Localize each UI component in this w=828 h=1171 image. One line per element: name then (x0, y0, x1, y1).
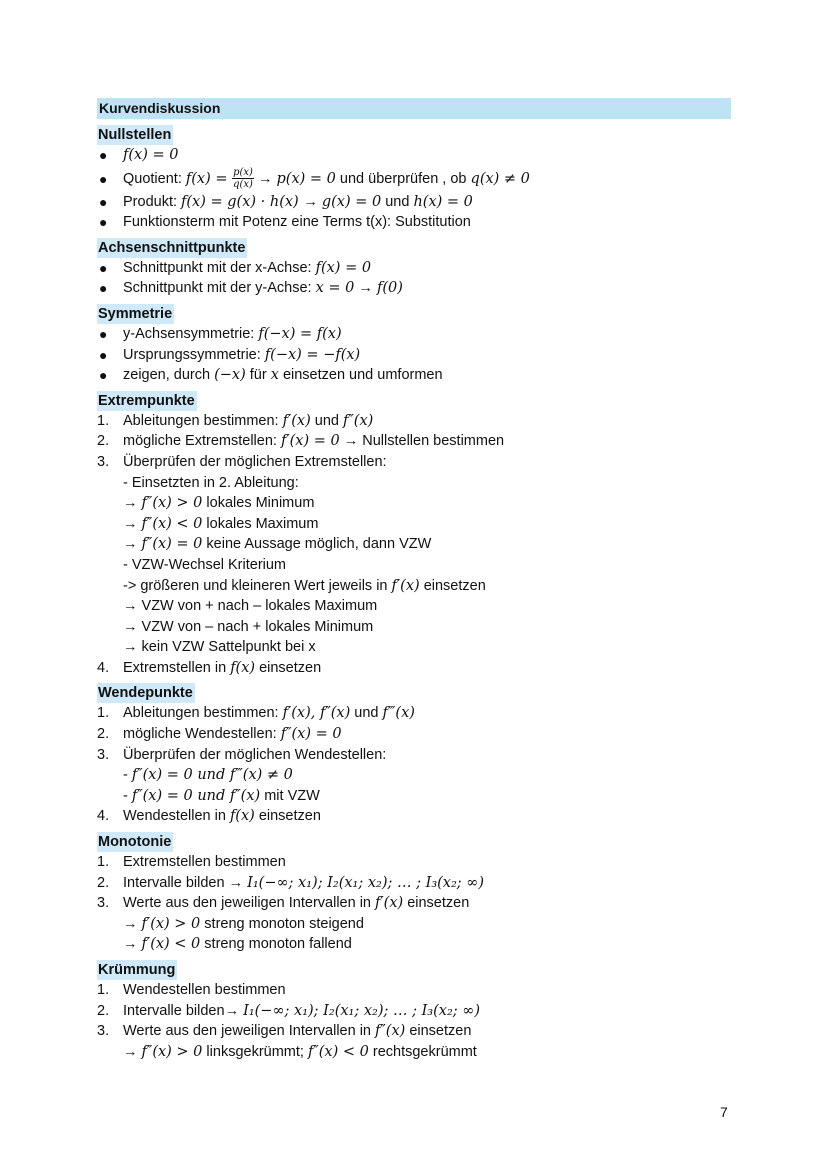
list-item: 4. Extremstellen in f(x) einsetzen (97, 659, 322, 676)
list-item: 3. Werte aus den jeweiligen Intervallen in f′(x) einsetzen (97, 895, 470, 912)
list-item: ● zeigen, durch (−x) für x einsetzen und umformen (97, 365, 731, 386)
list-item: ● Schnittpunkt mit der y-Achse: x = 0 → f(0) (97, 278, 731, 299)
list-item: ● f(x) = 0 (97, 145, 731, 166)
list-item: 2. Intervalle bilden→ I₁(−∞; x₁); I₂(x₁; x₂); … ; I₃(x₂; ∞) (97, 1002, 481, 1019)
list-item: 4. Wendestellen in f(x) einsetzen (97, 808, 321, 825)
sub-item: → f″(x) = 0 keine Aussage möglich, dann VZW (123, 536, 432, 553)
bullet-icon: ● (99, 147, 108, 163)
bullet-icon: ● (99, 367, 108, 384)
sub-item: → VZW von – nach + lokales Minimum (123, 618, 374, 635)
list-item: ● Produkt: f(x) = g(x) · h(x) → g(x) = 0 und h(x) = 0 (97, 192, 731, 213)
list-item: 1. Ableitungen bestimmen: f′(x), f″(x) und f‴(x) (97, 705, 415, 722)
sub-item: → kein VZW Sattelpunkt bei x (123, 639, 316, 656)
page-number: 7 (720, 1104, 728, 1120)
list-item: 3. Überprüfen der möglichen Extremstellen: (97, 453, 387, 470)
sub-item: - Einsetzten in 2. Ableitung: (123, 474, 299, 491)
bullet-icon: ● (99, 346, 108, 363)
list-item: ● y-Achsensymmetrie: f(−x) = f(x) (97, 324, 731, 345)
sub-item: - f″(x) = 0 und f‴(x) ≠ 0 (123, 767, 293, 784)
list-item: 1. Wendestellen bestimmen (97, 982, 286, 998)
sub-item: → f″(x) > 0 linksgekrümmt; f″(x) < 0 rechtsgekrümmt (123, 1043, 477, 1060)
section-heading: Krümmung (98, 962, 176, 978)
sub-item: - f″(x) = 0 und f″(x) mit VZW (123, 787, 320, 804)
sub-item: → f′(x) < 0 streng monoton fallend (123, 936, 352, 953)
list-item: ● Quotient: f(x) = $\frac{p(x)}{q(x)}$ → p(x) = 0 und überprüfen , ob q(x) ≠ 0 (99, 167, 530, 191)
bullet-icon: ● (99, 170, 108, 187)
section-heading: Wendepunkte (98, 685, 193, 702)
sub-item: → f″(x) < 0 lokales Maximum (123, 515, 319, 532)
bullet-icon: ● (99, 259, 108, 276)
list-item: 1. Ableitungen bestimmen: f′(x) und f″(x) (97, 412, 374, 429)
section-nullstellen (97, 125, 731, 233)
sub-item: -> größeren und kleineren Wert jeweils in f′(x) einsetzen (123, 577, 486, 594)
fraction: $\frac{p(x)}{q(x)}$ (233, 167, 253, 191)
list-item: 2. mögliche Wendestellen: f″(x) = 0 (97, 726, 342, 743)
list-item: 3. Überprüfen der möglichen Wendestellen: (97, 746, 387, 763)
bullet-icon: ● (99, 280, 108, 297)
bullet-icon: ● (99, 214, 108, 231)
section-heading: Nullstellen (98, 127, 172, 143)
section-wendepunkte (97, 683, 731, 827)
list-item: 2. mögliche Extremstellen: f′(x) = 0 → Nullstellen bestimmen (97, 433, 505, 450)
section-heading: Symmetrie (98, 305, 173, 322)
list-item: 3. Werte aus den jeweiligen Intervallen in f″(x) einsetzen (97, 1023, 472, 1040)
list-item: ● Ursprungssymmetrie: f(−x) = −f(x) (97, 345, 731, 366)
bullet-icon: ● (99, 325, 108, 342)
section-kruemmung (97, 960, 731, 1062)
list-item: 2. Intervalle bilden → I₁(−∞; x₁); I₂(x₁; x₂); … ; I₃(x₂; ∞) (97, 874, 485, 891)
section-heading: Achsenschnittpunkte (98, 239, 246, 256)
bullet-icon: ● (99, 193, 108, 210)
sub-item: → VZW von + nach – lokales Maximum (123, 598, 378, 615)
sub-item: - VZW-Wechsel Kriterium (123, 556, 287, 573)
section-monotonie (97, 832, 731, 955)
section-extrempunkte (97, 391, 731, 679)
document-page (97, 98, 731, 1067)
list-item: 1. Extremstellen bestimmen (97, 854, 286, 871)
section-heading: Monotonie (98, 834, 172, 851)
list-item: ● Funktionsterm mit Potenz eine Terms t(x): Substitution (97, 212, 731, 233)
section-symmetrie (97, 304, 731, 386)
list-item: ● Schnittpunkt mit der x-Achse: f(x) = 0 (97, 258, 731, 279)
sub-item: → f′(x) > 0 streng monoton steigend (123, 915, 364, 932)
document-title: Kurvendiskussion (97, 98, 731, 119)
sub-item: → f″(x) > 0 lokales Minimum (123, 495, 315, 512)
section-achsenschnittpunkte (97, 238, 731, 299)
section-heading: Extrempunkte (98, 392, 195, 409)
